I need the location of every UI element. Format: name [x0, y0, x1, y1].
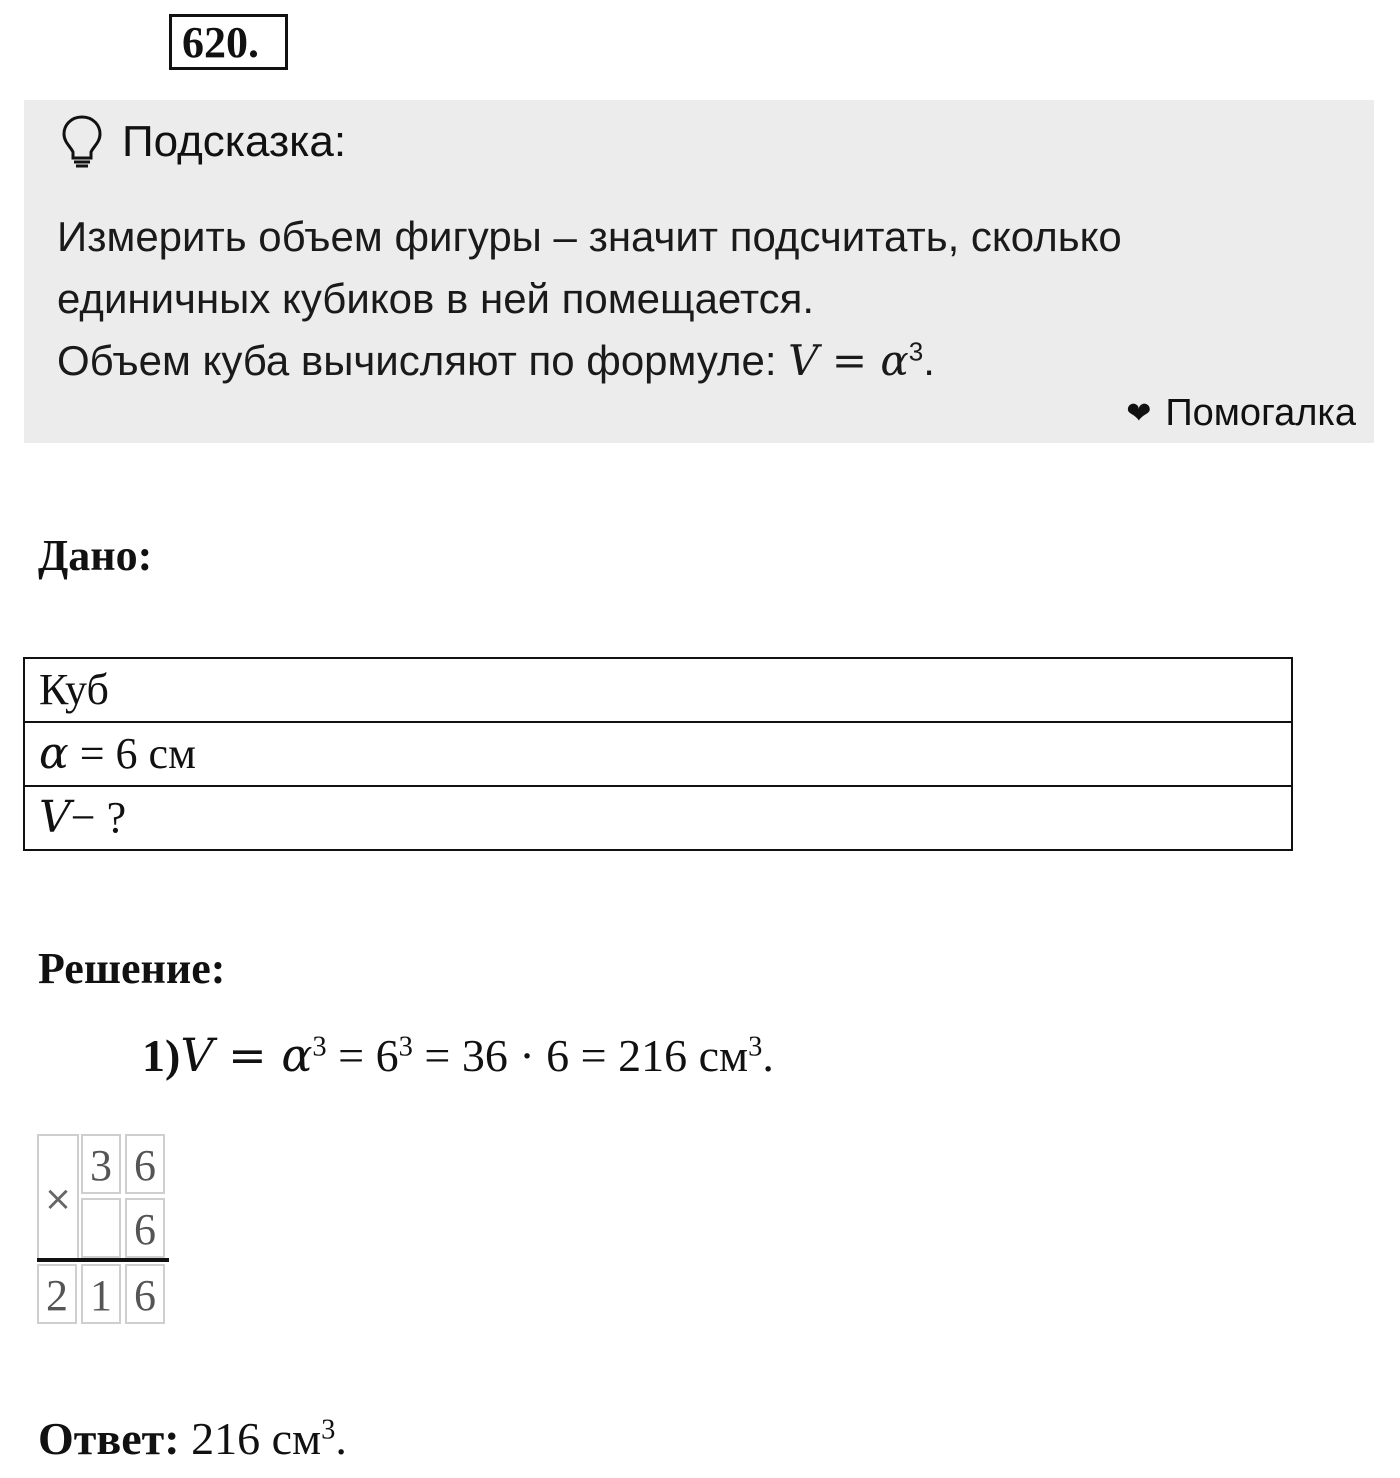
- hint-title: Подсказка:: [122, 117, 347, 166]
- cube-volume-formula: V = α: [788, 336, 909, 385]
- given-row-1: Куб: [24, 658, 1292, 722]
- sum-line: [37, 1258, 169, 1262]
- digit-cell: 6: [125, 1198, 165, 1258]
- column-multiplication: [37, 1134, 169, 1324]
- digit-cell: 3: [81, 1134, 121, 1194]
- table-row: [24, 658, 1292, 722]
- credit-label: Помогалка: [1165, 392, 1356, 434]
- digit-cell: [81, 1198, 121, 1258]
- step-label: 1): [142, 1030, 181, 1081]
- hint-line-2: единичных кубиков в ней помещается.: [57, 275, 815, 322]
- lightbulb-icon: [60, 114, 104, 170]
- hint-header: [60, 114, 346, 170]
- digit-cell: 1: [81, 1264, 121, 1324]
- given-heading: Дано:: [38, 531, 153, 580]
- hint-line-1: Измерить объем фигуры – значит подсчитать, сколько: [57, 213, 1122, 260]
- given-table: [23, 657, 1293, 851]
- heart-icon: ❤: [1126, 396, 1152, 430]
- digit-cell: 2: [37, 1264, 77, 1324]
- solution-step-1: $1)V = \alpha^3 = 6^3 = 36 \cdot 6 = 216$ $см^3$.: [142, 1028, 774, 1082]
- given-row-3: V− ?: [24, 786, 1292, 850]
- credit: [1126, 392, 1356, 435]
- given-row-2: α = 6 см: [24, 722, 1292, 786]
- task-number: 620.: [169, 14, 288, 70]
- answer-value: 216 см: [179, 1413, 322, 1464]
- answer: Ответ: 216 $см^3$.: [38, 1413, 347, 1464]
- hint-text: [57, 206, 1122, 392]
- multiply-sign: ×: [37, 1134, 79, 1260]
- table-row: [24, 722, 1292, 786]
- digit-cell: 6: [125, 1264, 165, 1324]
- hint-line-3: Объем куба вычисляют по формуле: $V = \alpha^3$.: [57, 336, 935, 385]
- table-row: [24, 786, 1292, 850]
- solution-heading: Решение:: [38, 944, 226, 993]
- hint-box: [24, 100, 1374, 443]
- digit-cell: 6: [125, 1134, 165, 1194]
- answer-label: Ответ:: [38, 1413, 180, 1464]
